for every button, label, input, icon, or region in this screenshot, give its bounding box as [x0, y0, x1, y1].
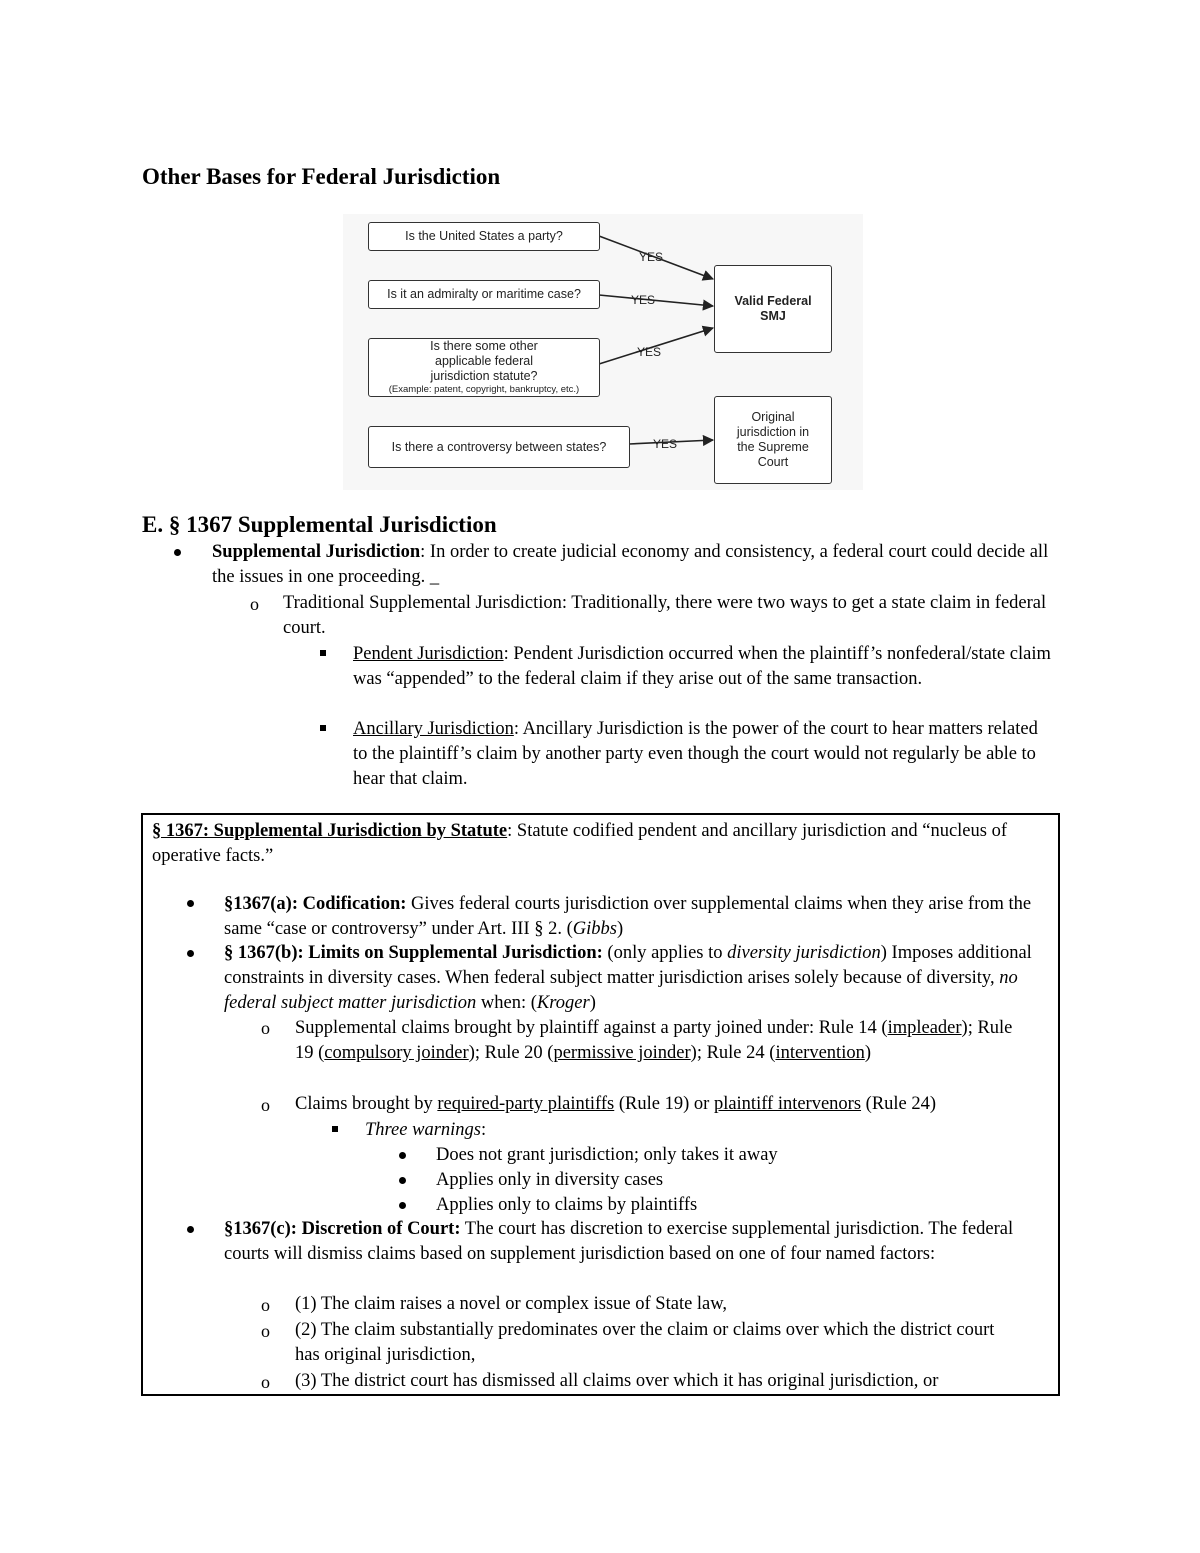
three-warnings-label: Three warnings	[365, 1120, 481, 1140]
factor-text: (2) The claim substantially predominates over the claim or claims over which the district court has original jurisdiction,	[295, 1320, 995, 1365]
question-between-states-text: Is there a controversy between states?	[391, 439, 607, 454]
compulsory-joinder-term: compulsory joinder	[324, 1043, 469, 1063]
plaintiff-intervenors-term: plaintiff intervenors	[713, 1094, 862, 1114]
factor-text: (1) The claim raises a novel or complex issue of State law,	[295, 1294, 728, 1314]
outcome-original-jurisdiction-text: Original jurisdiction in the Supreme Court	[736, 410, 810, 469]
intervention-term: intervention	[775, 1043, 865, 1063]
limits-term: § 1367(b): Limits on Supplemental Jurisdiction:	[224, 943, 603, 963]
joined-text-3: ); Rule 20 (	[468, 1043, 554, 1063]
bullet-dot	[399, 1152, 406, 1159]
bullet-circle: o	[261, 1018, 270, 1038]
yes-label-us-party: YES	[639, 250, 664, 264]
limits-text-1: (only applies to	[602, 943, 728, 963]
codification-text: Gives federal courts jurisdiction over supplemental claims when they arise from the same “case or controversy” under Art. III § 2. (	[224, 894, 1032, 939]
required-text-2: (Rule 19) or	[614, 1094, 714, 1114]
bullet-dot	[187, 1226, 194, 1233]
statute-intro-text: : Statute codified pendent and ancillary jurisdiction and “nucleus of operative facts.”	[152, 821, 1008, 866]
warning-item	[436, 1193, 1036, 1218]
bullet-dot	[187, 900, 194, 907]
bullet-dot	[399, 1202, 406, 1209]
gibbs-case: Gibbs	[572, 919, 617, 939]
question-us-party-text: Is the United States a party?	[405, 229, 563, 243]
section-heading: E. § 1367 Supplemental Jurisdiction	[142, 512, 497, 537]
statute-intro	[152, 819, 1057, 869]
page-title: Other Bases for Federal Jurisdiction	[142, 164, 501, 189]
warning-text: Applies only to claims by plaintiffs	[436, 1195, 698, 1215]
three-warnings-item: Three warnings:	[365, 1120, 487, 1140]
supplemental-term: Supplemental Jurisdiction	[212, 542, 421, 562]
limits-italic-2: no federal subject matter jurisdiction	[224, 968, 1018, 1013]
factor-text: (3) The district court has dismissed all claims over which it has original jurisdiction, or	[295, 1371, 939, 1391]
kroger-case: Kroger	[536, 993, 590, 1013]
question-us-party	[368, 222, 600, 251]
warning-item	[436, 1168, 1036, 1193]
outcome-original-jurisdiction	[714, 396, 832, 484]
factor-item	[295, 1318, 1015, 1368]
yes-label-other-statute: YES	[637, 345, 662, 359]
bullet-dot	[399, 1177, 406, 1184]
codification-item: §1367(a): Codification: Gives federal courts jurisdiction over supplemental claims when they arise from the same “case or controversy” under Art. III § 2. (Gibbs)	[224, 894, 1032, 939]
question-other-statute-text: Is there some other applicable federal jurisdiction statute?	[430, 339, 538, 383]
codification-term: §1367(a): Codification:	[224, 894, 407, 914]
statute-summary-box	[141, 813, 1060, 1396]
discretion-text: The court has discretion to exercise supplemental jurisdiction. The federal courts will dismiss claims based on supplement jurisdiction based on one of four named factors:	[224, 1219, 1014, 1264]
yes-label-between-states: YES	[653, 437, 678, 451]
joined-text-2: ); Rule 19 (	[295, 1018, 1013, 1063]
question-other-statute-example: (Example: patent, copyright, bankruptcy, etc.)	[388, 384, 580, 395]
bullet-circle: o	[261, 1321, 270, 1341]
impleader-term: impleader	[887, 1018, 962, 1038]
bullet-square	[332, 1126, 338, 1132]
joined-text-1: Supplemental claims brought by plaintiff against a party joined under: Rule 14 (	[295, 1018, 888, 1038]
warning-text: Does not grant jurisdiction; only takes it away	[436, 1145, 778, 1165]
bullet-dot	[187, 950, 194, 957]
limits-text-2: ) Imposes additional constraints in diversity cases. When federal subject matter jurisdiction arises solely because of diversity,	[224, 943, 1032, 988]
bullet-dot	[174, 549, 181, 556]
factor-item	[295, 1292, 1055, 1317]
required-party-claims-item	[295, 1092, 1055, 1117]
ancillary-text: : Ancillary Jurisdiction is the power of the court to hear matters related to the plaintiff’s claim by another party even though the court would not regularly be able to hear that claim.	[353, 719, 1038, 789]
limits-item: § 1367(b): Limits on Supplemental Jurisdiction: (only applies to diversity jurisdiction) Imposes additional constraints in diversity cases. When federal subject matter jurisdiction arises solely because of diversity, no federal subject matter jurisdiction when: (Kroger)	[224, 943, 1032, 1013]
ancillary-term: Ancillary Jurisdiction	[353, 719, 514, 739]
warning-text: Applies only in diversity cases	[436, 1170, 664, 1190]
discretion-term: §1367(c): Discretion of Court:	[224, 1219, 461, 1239]
permissive-joinder-term: permissive joinder	[553, 1043, 691, 1063]
outcome-valid-smj-text: Valid Federal SMJ	[734, 294, 812, 323]
ancillary-jurisdiction-item	[353, 717, 1043, 792]
bullet-circle: o	[261, 1372, 270, 1392]
limits-italic-1: diversity jurisdiction	[727, 943, 881, 963]
question-other-statute	[368, 338, 600, 397]
required-text-3: (Rule 24)	[861, 1094, 937, 1114]
supplemental-jurisdiction-item	[212, 540, 1072, 590]
joined-party-claims-item: Supplemental claims brought by plaintiff against a party joined under: Rule 14 (impleader); Rule 19 (compulsory joinder); Rule 20 (permissive joinder); Rule 24 (intervention)	[295, 1018, 1013, 1063]
required-text-1: Claims brought by	[295, 1094, 438, 1114]
bullet-square	[320, 650, 326, 656]
bullet-circle: o	[261, 1295, 270, 1315]
question-between-states	[368, 426, 630, 468]
arrow-admiralty	[599, 295, 713, 306]
jurisdiction-flowchart	[343, 214, 863, 490]
bullet-circle: o	[250, 594, 259, 614]
limits-text-3: when: (	[476, 993, 537, 1013]
bullet-square	[320, 725, 326, 731]
traditional-text: Traditional Supplemental Jurisdiction: Traditionally, there were two ways to get a state claim in federal court.	[283, 593, 1047, 638]
outcome-valid-smj	[714, 265, 832, 353]
pendent-term: Pendent Jurisdiction	[353, 644, 504, 664]
required-party-plaintiffs-term: required-party plaintiffs	[437, 1094, 615, 1114]
bullet-circle: o	[261, 1095, 270, 1115]
yes-label-admiralty: YES	[631, 293, 656, 307]
question-admiralty	[368, 280, 600, 309]
warning-item	[436, 1143, 1036, 1168]
traditional-jurisdiction-item	[283, 591, 1063, 641]
statute-intro-term: § 1367: Supplemental Jurisdiction by Statute	[152, 821, 508, 841]
pendent-text: : Pendent Jurisdiction occurred when the plaintiff’s nonfederal/state claim was “appended” to the federal claim if they arise out of the same transaction.	[353, 644, 1051, 689]
joined-text-4: ); Rule 24 (	[690, 1043, 776, 1063]
factor-item	[295, 1369, 1060, 1394]
discretion-item	[224, 1217, 1054, 1267]
question-admiralty-text: Is it an admiralty or maritime case?	[387, 287, 581, 301]
pendent-jurisdiction-item	[353, 642, 1068, 692]
supplemental-text: : In order to create judicial economy and consistency, a federal court could decide all the issues in one proceeding. _	[212, 542, 1049, 587]
